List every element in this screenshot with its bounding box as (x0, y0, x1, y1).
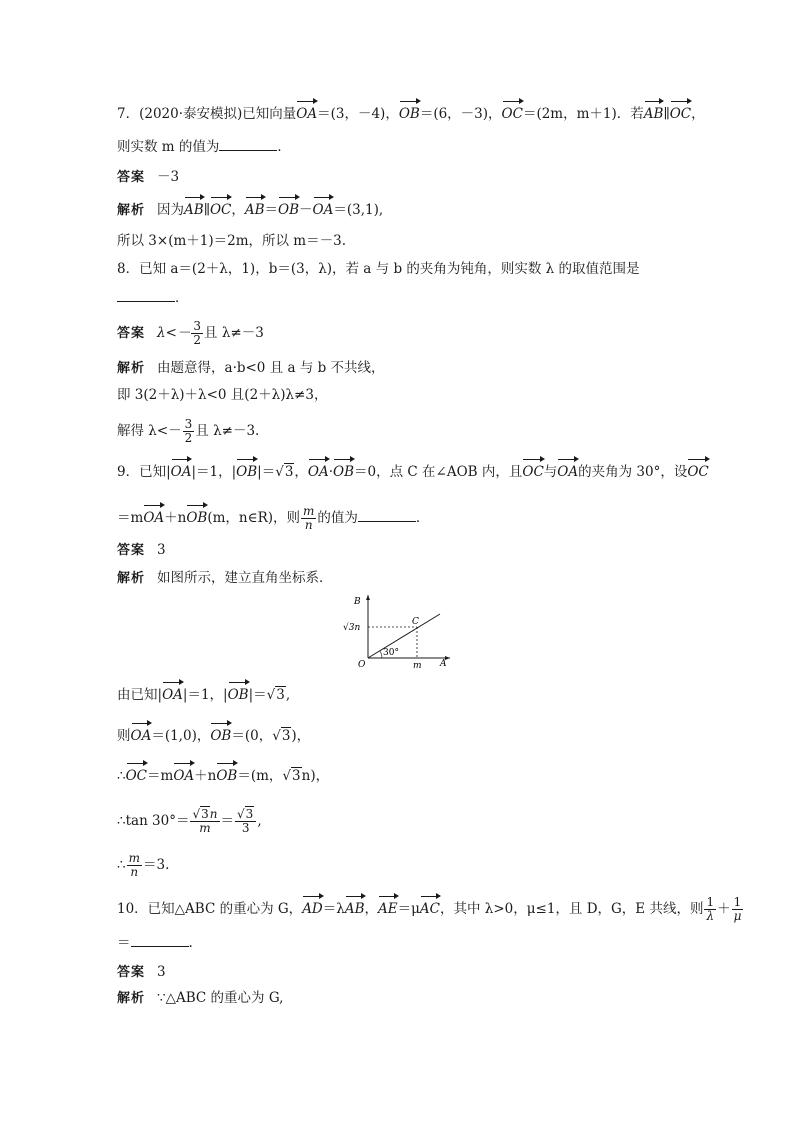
numerator: 1 (706, 895, 715, 909)
q10-text: ＝μ (397, 901, 420, 917)
q10-analysis (117, 988, 283, 1009)
answer-label: 答案 (117, 965, 146, 980)
analysis-text: 即 3(2＋λ)＋λ<0 且(2＋λ)λ≠3， (117, 387, 328, 403)
vector-oa: OA (173, 768, 195, 784)
q9-step3 (117, 766, 329, 786)
q10-text: ， (364, 901, 378, 917)
q7-line1 (117, 104, 705, 124)
q7-text: 7．(2020·泰安模拟)已知向量 (117, 106, 297, 122)
parallel-symbol: ∥ (663, 106, 670, 122)
q10-text: ，其中 λ>0，μ≤1，且 D，G，E 共线，则 (439, 901, 704, 917)
vector-ab: AB (643, 106, 664, 122)
q7-text: ， (691, 106, 705, 122)
q7-text: ． (277, 139, 291, 155)
q9-text: ， (294, 464, 308, 480)
label-sqrt3n: √3n (343, 623, 361, 633)
vector-ob: OB (278, 202, 300, 218)
angle-arc (380, 651, 382, 658)
vector-ob: OB (186, 510, 208, 526)
sqrt: √3 (266, 687, 285, 703)
coordinate-figure (338, 590, 458, 670)
fraction (301, 505, 316, 532)
radicand: 3 (284, 464, 294, 480)
fraction (190, 808, 219, 835)
answer-value: 3 (157, 964, 166, 980)
q10-text: ＝λ (322, 901, 345, 917)
vector-oa: OA (162, 687, 183, 703)
parallel-symbol: ∥ (203, 202, 210, 218)
q9-text: |＝ (257, 464, 276, 480)
q7-text: ＝(2m，m＋1)．若 (522, 106, 644, 122)
vector-ab: AB (344, 901, 365, 917)
q10-text: . (188, 935, 193, 951)
q9-step5 (117, 852, 169, 879)
q7-answer (117, 167, 179, 188)
fraction (183, 418, 195, 445)
analysis-label: 解析 (117, 991, 146, 1006)
dot-symbol: · (328, 464, 334, 480)
analysis-text: 所以 3×(m＋1)＝2m，所以 m＝－3. (117, 233, 346, 249)
analysis-text: |＝ (248, 687, 267, 703)
denominator: 3 (241, 821, 250, 835)
q9-text: ＝m (117, 510, 144, 526)
analysis-text: ＝m (147, 768, 174, 784)
q7-text: ＝(3，－4)， (317, 106, 399, 122)
q9-text: 与 (543, 464, 558, 480)
analysis-text: ∴ (117, 768, 126, 784)
analysis-text: ＝(m， (237, 768, 283, 784)
vector-oc: OC (687, 464, 709, 480)
numerator: m (303, 504, 315, 518)
analysis-text: |＝1，| (182, 687, 228, 703)
answer-value: 且 λ≠－3 (204, 325, 264, 341)
analysis-text: 如图所示，建立直角坐标系． (157, 570, 333, 586)
q9-text: |＝1，| (191, 464, 237, 480)
vector-oa: OA (143, 510, 165, 526)
q8-line1 (117, 259, 640, 279)
q8-line2 (117, 288, 189, 308)
vector-ob: OB (210, 728, 232, 744)
analysis-text: ∵△ABC 的重心为 G, (157, 990, 284, 1006)
label-b: B (354, 597, 361, 607)
answer-value: 3 (157, 542, 166, 558)
sqrt: √3 (237, 807, 254, 821)
answer-label: 答案 (117, 170, 146, 185)
denominator: n (304, 518, 313, 532)
vector-ac: AC (419, 901, 440, 917)
radicand: 3 (281, 728, 291, 744)
sqrt: √3 (282, 768, 301, 784)
label-o: O (358, 660, 366, 670)
analysis-text: 因为 (157, 202, 185, 218)
plus-symbol: ＋ (717, 901, 731, 917)
denominator: 2 (184, 431, 193, 445)
q9-text: ＋n (164, 510, 187, 526)
q10-answer (117, 962, 166, 983)
vector-oa: OA (312, 202, 334, 218)
analysis-text: ＝ (264, 202, 279, 218)
label-angle: 30° (383, 648, 399, 658)
y-axis-arrow (366, 595, 370, 600)
vector-ob: OB (227, 687, 249, 703)
q8-text: ． (175, 290, 189, 306)
vector-ob: OB (398, 106, 420, 122)
q9-step1 (117, 685, 290, 705)
radicand: 3 (276, 687, 285, 703)
vector-oc: OC (125, 768, 147, 784)
analysis-text: ＋n (194, 768, 217, 784)
analysis-text: n)， (301, 768, 330, 784)
analysis-label: 解析 (117, 361, 146, 376)
q10-line1 (117, 896, 744, 923)
label-a: A (440, 659, 447, 669)
answer-value: －3 (157, 169, 180, 185)
fraction (235, 808, 256, 835)
answer-label: 答案 (117, 326, 146, 341)
q8-analysis-3 (117, 418, 259, 445)
analysis-text: ∴ (117, 857, 126, 873)
vector-ob: OB (236, 464, 258, 480)
analysis-text: 由已知| (117, 687, 163, 703)
vector-ae: AE (378, 901, 398, 917)
numerator: m (128, 851, 140, 865)
denominator: 2 (193, 333, 202, 347)
answer-blank (219, 138, 277, 151)
q10-line2 (117, 933, 193, 953)
q7-analysis (117, 200, 383, 221)
vector-ob: OB (333, 464, 355, 480)
vector-oa: OA (296, 106, 318, 122)
vector-oa: OA (130, 728, 152, 744)
analysis-label: 解析 (117, 203, 146, 218)
vector-oa: OA (557, 464, 579, 480)
vector-oa: OA (170, 464, 192, 480)
q10-text: 10．已知△ABC 的重心为 G， (117, 901, 303, 917)
sqrt: √3 (272, 728, 291, 744)
numerator: n (209, 807, 218, 821)
vector-ob: OB (216, 768, 238, 784)
vector-ab: AB (184, 202, 204, 218)
analysis-text: ＝(0， (231, 728, 273, 744)
analysis-text: － (299, 202, 313, 218)
analysis-text: 由题意得，a·b<0 且 a 与 b 不共线， (157, 360, 385, 376)
radicand: 3 (292, 768, 301, 784)
radicand: 3 (245, 807, 254, 821)
q9-text: 9．已知| (117, 464, 171, 480)
q9-text: 的值为 (317, 510, 358, 526)
analysis-text: ＝(1,0)， (151, 728, 211, 744)
fraction (191, 320, 203, 347)
analysis-text: ， (231, 202, 245, 218)
analysis-text: , (285, 687, 291, 703)
denominator: μ (733, 909, 742, 923)
vector-ab: AB (244, 202, 265, 218)
q9-answer (117, 540, 166, 561)
fraction (704, 896, 716, 923)
q9-text: ＝0，点 C 在∠AOB 内，且 (354, 464, 523, 480)
q9-line2 (117, 505, 429, 532)
q8-answer (117, 320, 264, 347)
q7-analysis-2 (117, 231, 346, 251)
answer-blank (117, 289, 175, 302)
q9-line1 (117, 462, 709, 482)
sqrt: √3 (192, 807, 209, 821)
analysis-text: 解得 λ<－ (117, 423, 182, 439)
fraction (732, 896, 744, 923)
q8-analysis (117, 358, 385, 379)
vector-oa: OA (307, 464, 329, 480)
analysis-text: ∴tan 30°＝ (117, 813, 190, 829)
q10-text: ＝ (117, 935, 131, 951)
analysis-text: ＝ (220, 813, 235, 829)
vector-oc: OC (209, 202, 232, 218)
numerator: 3 (184, 417, 193, 431)
denominator: n (130, 865, 139, 879)
analysis-text: , (257, 813, 262, 829)
analysis-text: )， (291, 728, 311, 744)
analysis-text: ＝(3,1), (333, 202, 384, 218)
denominator: m (199, 821, 211, 835)
vector-oc: OC (501, 106, 523, 122)
answer-blank (358, 509, 416, 522)
numerator: 3 (193, 319, 202, 333)
vector-oc: OC (522, 464, 544, 480)
answer-value: λ<－ (157, 325, 191, 341)
sqrt: √3 (275, 464, 294, 480)
answer-label: 答案 (117, 543, 146, 558)
q7-text: ＝(6，－3)， (419, 106, 502, 122)
q8-text: 8．已知 a＝(2＋λ，1)，b＝(3，λ)，若 a 与 b 的夹角为钝角，则实数 λ 的取值范围是 (117, 261, 640, 277)
fraction (127, 852, 142, 879)
vector-oc: OC (669, 106, 692, 122)
label-c: C (412, 617, 419, 627)
q9-step2 (117, 726, 310, 746)
ray-oc (368, 614, 440, 658)
analysis-text: 且 λ≠－3. (195, 423, 260, 439)
radicand: 3 (201, 807, 209, 821)
answer-blank (131, 934, 189, 947)
q9-text: (m，n∈R)，则 (207, 510, 301, 526)
q8-analysis-2 (117, 385, 327, 405)
q7-prompt: 则实数 m 的值为 (117, 139, 220, 155)
analysis-text: 则 (117, 728, 131, 744)
q9-text: ． (415, 510, 430, 526)
q9-step4 (117, 808, 262, 835)
q9-text: 的夹角为 30°，设 (578, 464, 688, 480)
q9-analysis (117, 568, 333, 589)
vector-ad: AD (302, 901, 323, 917)
denominator: λ (706, 909, 715, 923)
analysis-text: ＝3. (142, 857, 170, 873)
q7-line2 (117, 137, 291, 157)
numerator: 1 (732, 896, 744, 910)
analysis-label: 解析 (117, 571, 146, 586)
label-m: m (413, 661, 422, 670)
